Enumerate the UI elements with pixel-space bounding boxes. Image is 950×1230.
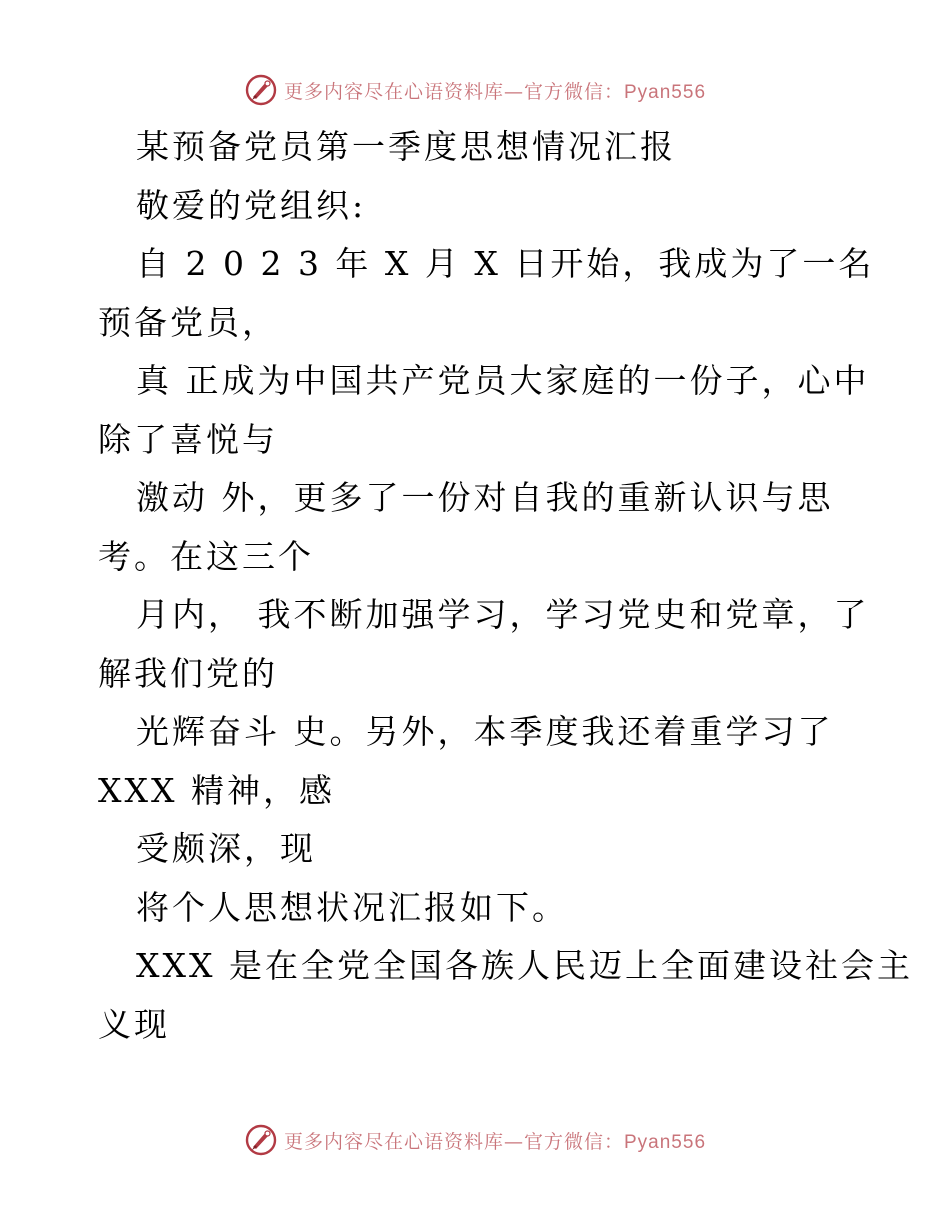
- paragraph-line: 将个人思想状况汇报如下。: [136, 887, 568, 927]
- paragraph-line: 激动 外，更多了一份对自我的重新认识与思: [136, 478, 834, 517]
- paragraph-line: 义现: [98, 1004, 170, 1044]
- paragraph-line: 预备党员，: [98, 302, 278, 342]
- paragraph-line: 除了喜悦与: [98, 419, 278, 459]
- paragraph-line: XXX 是在全党全国各族人民迈上全面建设社会主: [136, 946, 913, 985]
- salutation: 敬爱的党组织:: [136, 185, 367, 225]
- paragraph-line: 受颇深，现: [136, 829, 316, 868]
- footer-wechat-id: Pyan556: [624, 1131, 707, 1153]
- footer-banner-text: 更多内容尽在心语资料库—官方微信：Pyan556: [283, 1130, 707, 1153]
- document-title: 某预备党员第一季度思想情况汇报: [136, 127, 676, 166]
- paragraph-line: 光辉奋斗 史。另外，本季度我还着重学习了: [136, 712, 834, 751]
- header-wechat-id: Pyan556: [624, 81, 707, 103]
- paragraph-line: 解我们党的: [98, 653, 278, 693]
- paragraph-line: 月内， 我不断加强学习，学习党史和党章，了: [136, 595, 870, 634]
- header-banner: [0, 70, 950, 110]
- footer-banner: [0, 1120, 950, 1160]
- header-banner-text: 更多内容尽在心语资料库—官方微信：Pyan556: [283, 80, 707, 103]
- document-body: [98, 118, 913, 1054]
- paragraph-line: 考。在这三个: [98, 536, 314, 576]
- paragraph-line: 自 2 0 2 3 年 X 月 X 日开始，我成为了一名: [136, 244, 875, 283]
- paragraph-line: XXX 精神，感: [98, 770, 335, 810]
- quill-pen-logo-icon: [244, 1123, 278, 1157]
- quill-pen-logo-icon: [244, 73, 278, 107]
- paragraph-line: 真 正成为中国共产党员大家庭的一份子，心中: [136, 361, 870, 400]
